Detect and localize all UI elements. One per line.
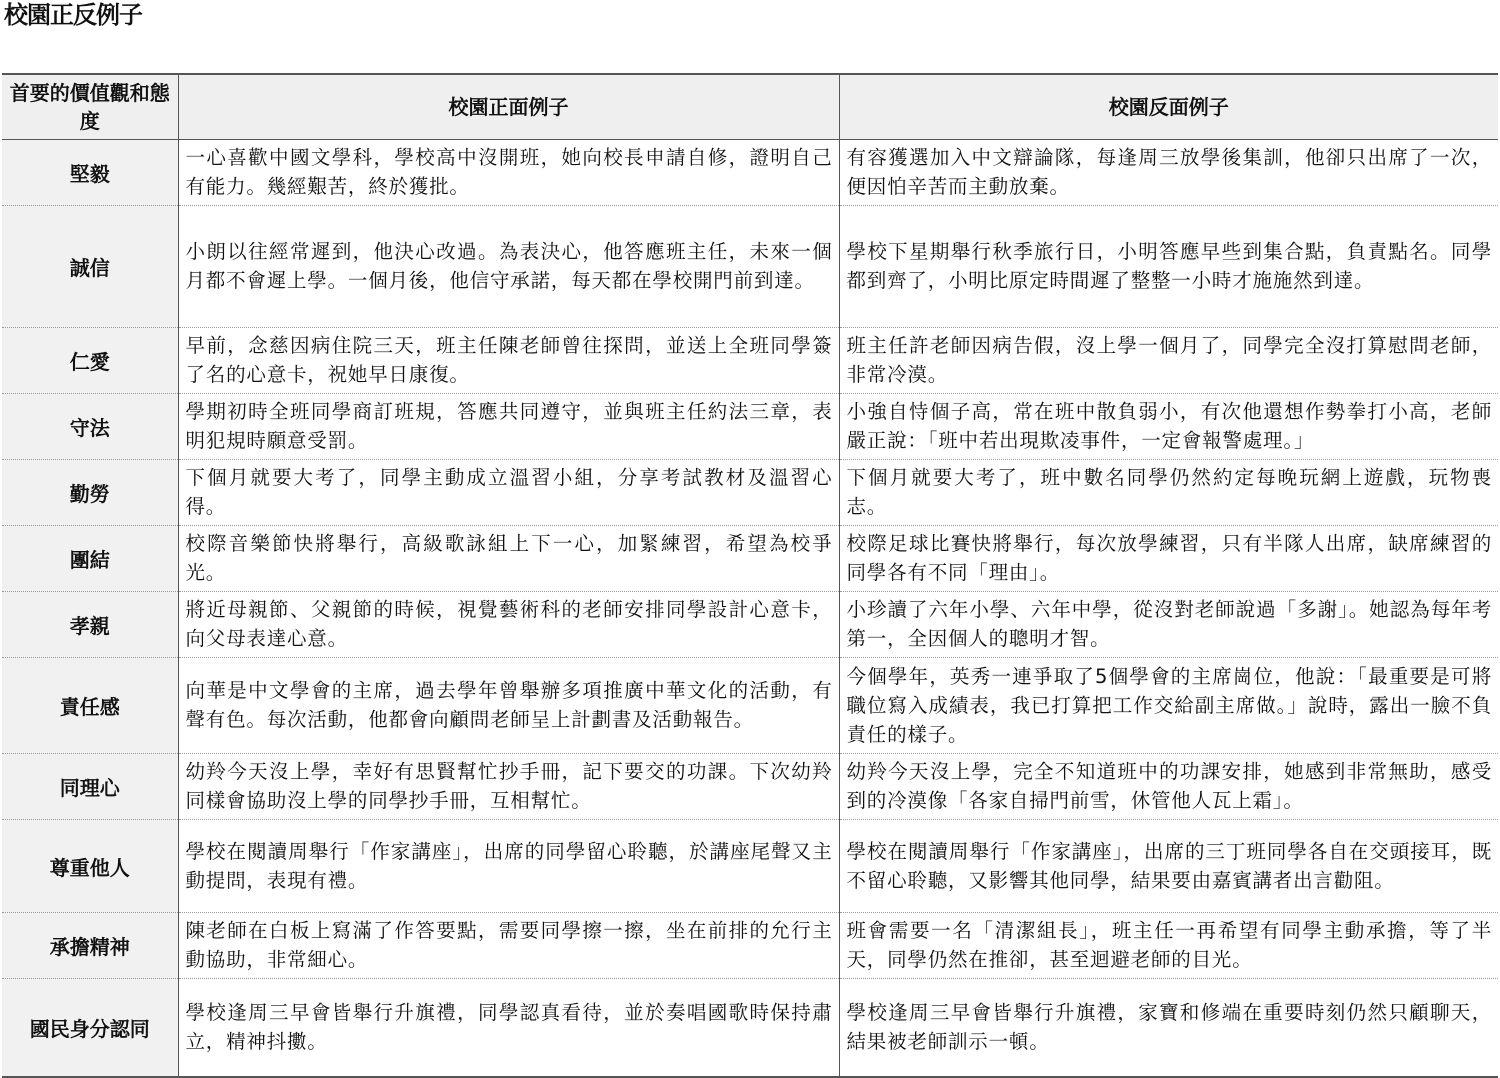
table-row	[2, 658, 1498, 754]
value-cell: 團結	[2, 526, 178, 592]
negative-example-cell: 學校在閱讀周舉行「作家講座」，出席的三丁班同學各自在交頭接耳，既不留心聆聽，又影響其他同學，結果要由嘉賓講者出言勸阻。	[839, 820, 1498, 913]
negative-example-cell: 幼羚今天沒上學，完全不知道班中的功課安排，她感到非常無助，感受到的冷漠像「各家自掃門前雪，休管他人瓦上霜」。	[839, 754, 1498, 820]
value-cell: 誠信	[2, 206, 178, 328]
positive-example-cell: 向華是中文學會的主席，過去學年曾舉辦多項推廣中華文化的活動，有聲有色。每次活動，他都會向顧問老師呈上計劃書及活動報告。	[178, 658, 839, 754]
negative-example-cell: 下個月就要大考了，班中數名同學仍然約定每晚玩網上遊戲，玩物喪志。	[839, 460, 1498, 526]
values-examples-table	[2, 73, 1498, 1078]
table-row	[2, 592, 1498, 658]
value-cell: 勤勞	[2, 460, 178, 526]
positive-example-cell: 幼羚今天沒上學，幸好有思賢幫忙抄手冊，記下要交的功課。下次幼羚同樣會協助沒上學的同學抄手冊，互相幫忙。	[178, 754, 839, 820]
header-positive-examples: 校園正面例子	[178, 74, 839, 140]
value-cell: 尊重他人	[2, 820, 178, 913]
positive-example-cell: 學校逢周三早會皆舉行升旗禮，同學認真看待，並於奏唱國歌時保持肅立，精神抖擻。	[178, 979, 839, 1077]
document-title: 校園正反例子	[4, 0, 142, 29]
negative-example-cell: 有容獲選加入中文辯論隊，每逢周三放學後集訓，他卻只出席了一次，便因怕辛苦而主動放棄。	[839, 140, 1498, 206]
positive-example-cell: 下個月就要大考了，同學主動成立溫習小組，分享考試教材及溫習心得。	[178, 460, 839, 526]
table-row	[2, 913, 1498, 979]
value-cell: 國民身分認同	[2, 979, 178, 1077]
table-row	[2, 979, 1498, 1077]
negative-example-cell: 小珍讀了六年小學、六年中學，從沒對老師說過「多謝」。她認為每年考第一，全因個人的聰明才智。	[839, 592, 1498, 658]
negative-example-cell: 學校逢周三早會皆舉行升旗禮，家寶和修端在重要時刻仍然只顧聊天，結果被老師訓示一頓。	[839, 979, 1498, 1077]
value-cell: 責任感	[2, 658, 178, 754]
negative-example-cell: 學校下星期舉行秋季旅行日，小明答應早些到集合點，負責點名。同學都到齊了，小明比原定時間遲了整整一小時才施施然到達。	[839, 206, 1498, 328]
value-cell: 同理心	[2, 754, 178, 820]
negative-example-cell: 班會需要一名「清潔組長」，班主任一再希望有同學主動承擔，等了半天，同學仍然在推卻，甚至迴避老師的目光。	[839, 913, 1498, 979]
header-negative-examples: 校園反面例子	[839, 74, 1498, 140]
value-cell: 堅毅	[2, 140, 178, 206]
table-row	[2, 206, 1498, 328]
table-row	[2, 820, 1498, 913]
positive-example-cell: 校際音樂節快將舉行，高級歌詠組上下一心，加緊練習，希望為校爭光。	[178, 526, 839, 592]
table-row	[2, 754, 1498, 820]
positive-example-cell: 學校在閱讀周舉行「作家講座」，出席的同學留心聆聽，於講座尾聲又主動提問，表現有禮。	[178, 820, 839, 913]
table-row	[2, 140, 1498, 206]
negative-example-cell: 班主任許老師因病告假，沒上學一個月了，同學完全沒打算慰問老師，非常冷漠。	[839, 328, 1498, 394]
value-cell: 仁愛	[2, 328, 178, 394]
table-row	[2, 526, 1498, 592]
positive-example-cell: 小朗以往經常遲到，他決心改過。為表決心，他答應班主任，未來一個月都不會遲上學。一個月後，他信守承諾，每天都在學校開門前到達。	[178, 206, 839, 328]
table-row	[2, 328, 1498, 394]
table-row	[2, 394, 1498, 460]
negative-example-cell: 小強自恃個子高，常在班中散負弱小，有次他還想作勢拳打小高，老師嚴正說：「班中若出現欺凌事件，一定會報警處理。」	[839, 394, 1498, 460]
positive-example-cell: 一心喜歡中國文學科，學校高中沒開班，她向校長申請自修，證明自己有能力。幾經艱苦，終於獲批。	[178, 140, 839, 206]
negative-example-cell: 今個學年，英秀一連爭取了5個學會的主席崗位，他說：「最重要是可將職位寫入成績表，我已打算把工作交給副主席做。」說時，露出一臉不負責任的樣子。	[839, 658, 1498, 754]
value-cell: 守法	[2, 394, 178, 460]
table-row	[2, 460, 1498, 526]
table-header-row	[2, 74, 1498, 140]
value-cell: 孝親	[2, 592, 178, 658]
positive-example-cell: 早前，念慈因病住院三天，班主任陳老師曾往探問，並送上全班同學簽了名的心意卡，祝她早日康復。	[178, 328, 839, 394]
header-values: 首要的價值觀和態度	[2, 74, 178, 140]
value-cell: 承擔精神	[2, 913, 178, 979]
positive-example-cell: 將近母親節、父親節的時候，視覺藝術科的老師安排同學設計心意卡，向父母表達心意。	[178, 592, 839, 658]
positive-example-cell: 學期初時全班同學商訂班規，答應共同遵守，並與班主任約法三章，表明犯規時願意受罰。	[178, 394, 839, 460]
positive-example-cell: 陳老師在白板上寫滿了作答要點，需要同學擦一擦，坐在前排的允行主動協助，非常細心。	[178, 913, 839, 979]
negative-example-cell: 校際足球比賽快將舉行，每次放學練習，只有半隊人出席，缺席練習的同學各有不同「理由」。	[839, 526, 1498, 592]
